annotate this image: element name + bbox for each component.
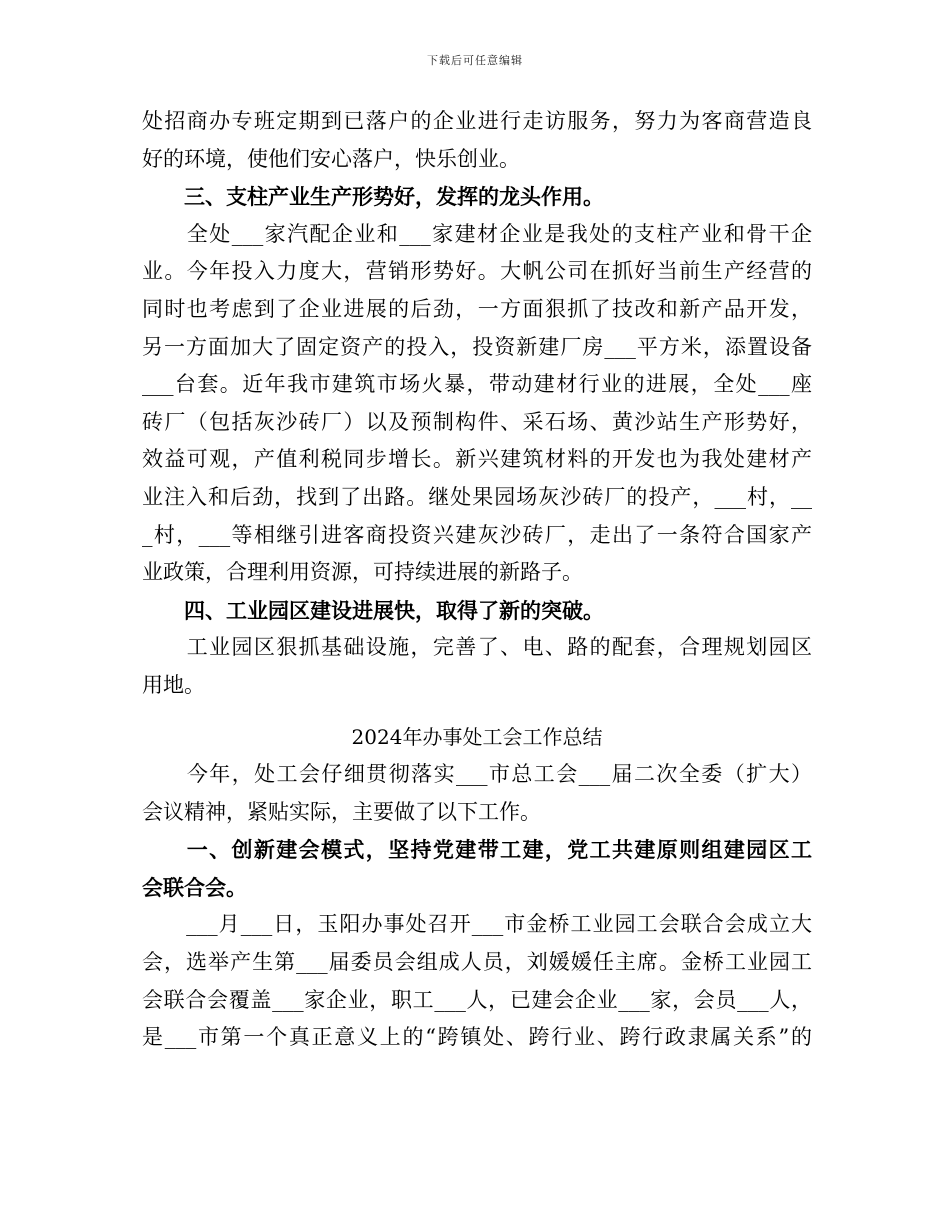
- section-heading: 三、支柱产业生产形势好，发挥的龙头作用。: [142, 184, 604, 210]
- paragraph-line: 业。今年投入力度大，营销形势好。大帆公司在抓好当前生产经营的: [142, 259, 812, 284]
- section-heading: 四、工业园区建设进展快，取得了新的突破。: [142, 597, 604, 623]
- paragraph-line: 处招商办专班定期到已落户的企业进行走访服务，努力为客商营造良: [142, 109, 812, 133]
- paragraph-line: 砖厂（包括灰沙砖厂）以及预制构件、采石场、黄沙站生产形势好，: [142, 409, 812, 434]
- document-body: [142, 103, 812, 1057]
- article-title: 2024年办事处工会工作总结: [351, 724, 603, 749]
- paragraph-line: 会议精神，紧贴实际，主要做了以下工作。: [142, 799, 541, 824]
- paragraph-line: 会，选举产生第___届委员会组成人员，刘媛媛任主席。金桥工业园工: [142, 950, 812, 975]
- section-heading: 一、创新建会模式，坚持党建带工建，党工共建原则组建园区工: [142, 837, 812, 863]
- paragraph-line: 另一方面加大了固定资产的投入，投资新建厂房___平方米，添置设备: [142, 334, 812, 359]
- paragraph-line: 业注入和后劲，找到了出路。继处果园场灰沙砖厂的投产，___村，__: [142, 484, 812, 509]
- paragraph-line: ___台套。近年我市建筑市场火暴，带动建材行业的进展，全处___座: [142, 372, 812, 397]
- section-heading: 会联合会。: [142, 874, 247, 900]
- paragraph-line: 今年，处工会仔细贯彻落实___市总工会___届二次全委（扩大）: [142, 762, 812, 787]
- paragraph-line: 效益可观，产值利税同步增长。新兴建筑材料的开发也为我处建材产: [142, 447, 812, 472]
- paragraph-line: ___月___日，玉阳办事处召开___市金桥工业园工会联合会成立大: [142, 912, 812, 937]
- paragraph-line: 工业园区狠抓基础设施，完善了、电、路的配套，合理规划园区: [142, 635, 812, 660]
- paragraph-line: 是___市第一个真正意义上的“跨镇处、跨行业、跨行政隶属关系”的: [142, 1025, 812, 1050]
- paragraph-line: 用地。: [142, 672, 205, 697]
- paragraph-line: 会联合会覆盖___家企业，职工___人，已建会企业___家，会员___人，: [142, 987, 812, 1012]
- page-header-note: 下载后可任意编辑: [427, 54, 523, 67]
- paragraph-line: 好的环境，使他们安心落户，快乐创业。: [142, 146, 520, 171]
- paragraph-line: 全处___家汽配企业和___家建材企业是我处的支柱产业和骨干企: [142, 221, 812, 246]
- paragraph-line: _村，___等相继引进客商投资兴建灰沙砖厂，走出了一条符合国家产: [142, 522, 812, 547]
- paragraph-line: 业政策，合理利用资源，可持续进展的新路子。: [142, 560, 583, 585]
- paragraph-line: 同时也考虑到了企业进展的后劲，一方面狠抓了技改和新产品开发，: [142, 296, 812, 321]
